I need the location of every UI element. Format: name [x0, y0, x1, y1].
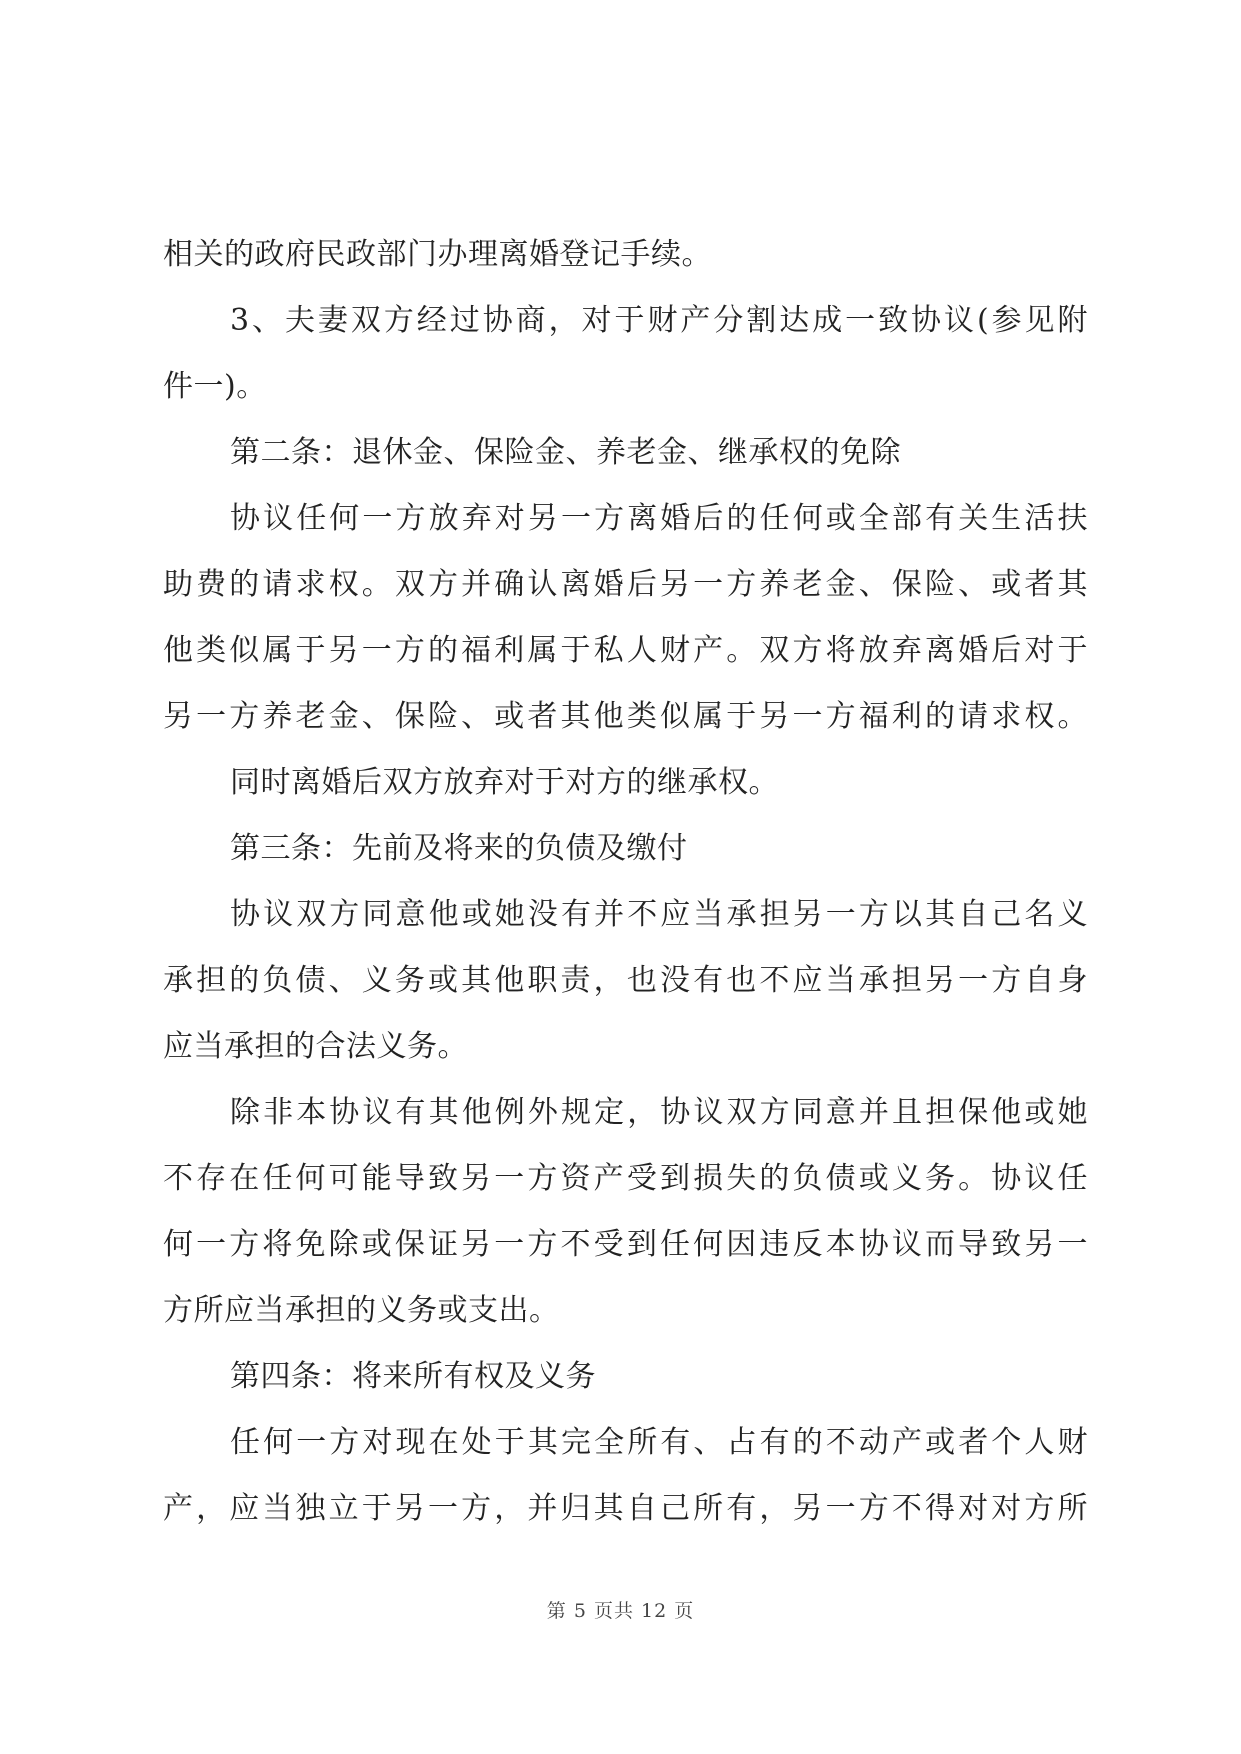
text-line: 相关的政府民政部门办理离婚登记手续。	[163, 237, 712, 272]
text-line: 应当承担的合法义务。	[163, 1029, 468, 1064]
section-heading: 第二条：退休金、保险金、养老金、继承权的免除	[230, 435, 901, 470]
text-line: 3、夫妻双方经过协商，对于财产分割达成一致协议(参见附	[230, 303, 1088, 338]
section-heading: 第四条：将来所有权及义务	[230, 1359, 596, 1394]
text-line: 协议任何一方放弃对另一方离婚后的任何或全部有关生活扶	[230, 501, 1088, 536]
text-line: 协议双方同意他或她没有并不应当承担另一方以其自己名义	[230, 897, 1088, 932]
text-line: 他类似属于另一方的福利属于私人财产。双方将放弃离婚后对于	[163, 633, 1088, 668]
text-line: 除非本协议有其他例外规定，协议双方同意并且担保他或她	[230, 1095, 1088, 1130]
text-line: 不存在任何可能导致另一方资产受到损失的负债或义务。协议任	[163, 1161, 1088, 1196]
document-body	[163, 222, 1088, 1542]
page-number-footer: 第 5 页共 12 页	[546, 1600, 695, 1622]
text-line: 承担的负债、义务或其他职责，也没有也不应当承担另一方自身	[163, 963, 1088, 998]
text-line: 助费的请求权。双方并确认离婚后另一方养老金、保险、或者其	[163, 567, 1088, 602]
text-line: 产，应当独立于另一方，并归其自己所有，另一方不得对对方所	[163, 1491, 1088, 1526]
text-line: 件一)。	[163, 369, 267, 404]
text-line: 何一方将免除或保证另一方不受到任何因违反本协议而导致另一	[163, 1227, 1088, 1262]
text-line: 同时离婚后双方放弃对于对方的继承权。	[230, 765, 779, 800]
section-heading: 第三条：先前及将来的负债及缴付	[230, 831, 688, 866]
text-line: 另一方养老金、保险、或者其他类似属于另一方福利的请求权。	[163, 699, 1088, 734]
text-line: 任何一方对现在处于其完全所有、占有的不动产或者个人财	[230, 1425, 1088, 1460]
text-line: 方所应当承担的义务或支出。	[163, 1293, 560, 1328]
